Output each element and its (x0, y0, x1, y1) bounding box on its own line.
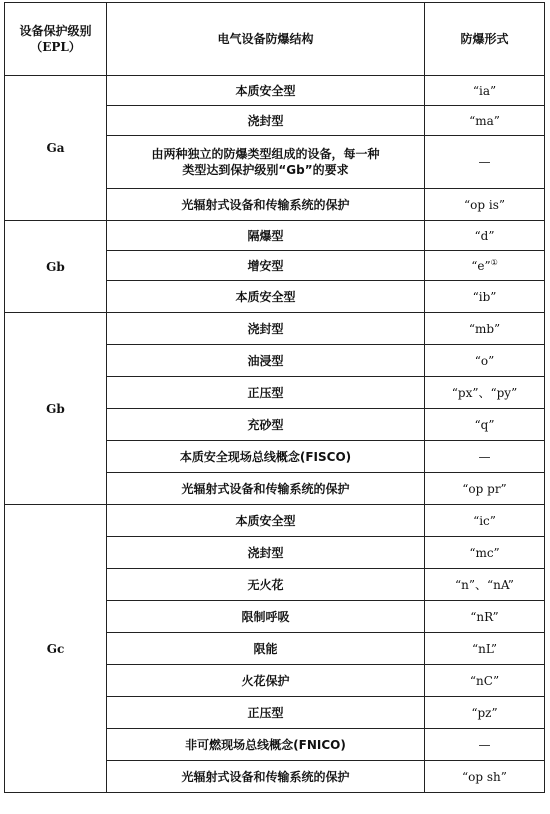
structure-cell: 浇封型 (107, 313, 425, 345)
structure-cell: 本质安全型 (107, 76, 425, 106)
table-row (5, 76, 545, 106)
header-epl-line2: （EPL） (30, 40, 81, 54)
form-cell: “d” (425, 221, 545, 251)
structure-cell: 光辐射式设备和传输系统的保护 (107, 189, 425, 221)
form-cell: “nC” (425, 665, 545, 697)
table-row (5, 221, 545, 251)
structure-cell: 增安型 (107, 251, 425, 281)
structure-cell: 油浸型 (107, 345, 425, 377)
form-cell: — (425, 441, 545, 473)
header-form: 防爆形式 (425, 3, 545, 76)
form-cell (425, 251, 545, 281)
form-cell: “op pr” (425, 473, 545, 505)
form-cell: “mb” (425, 313, 545, 345)
footnote-marker: ① (490, 257, 498, 267)
structure-cell: 本质安全型 (107, 281, 425, 313)
form-cell: — (425, 136, 545, 189)
structure-cell: 本质安全型 (107, 505, 425, 537)
structure-cell: 浇封型 (107, 106, 425, 136)
epl-cell: Gb (5, 313, 107, 505)
form-cell: “nL” (425, 633, 545, 665)
header-epl (5, 3, 107, 76)
structure-cell: 隔爆型 (107, 221, 425, 251)
form-cell: — (425, 729, 545, 761)
epl-protection-table (4, 2, 545, 793)
form-cell: “px”、“py” (425, 377, 545, 409)
header-epl-line1: 设备保护级别 (19, 24, 92, 38)
form-cell: “op sh” (425, 761, 545, 793)
structure-line1: 由两种独立的防爆类型组成的设备，每一种 (151, 147, 380, 161)
structure-cell: 充砂型 (107, 409, 425, 441)
form-cell: “ma” (425, 106, 545, 136)
form-cell: “ic” (425, 505, 545, 537)
form-value: “e” (471, 258, 491, 273)
structure-cell: 光辐射式设备和传输系统的保护 (107, 473, 425, 505)
structure-cell: 浇封型 (107, 537, 425, 569)
structure-cell: 限制呼吸 (107, 601, 425, 633)
form-cell: “ib” (425, 281, 545, 313)
structure-cell: 火花保护 (107, 665, 425, 697)
form-cell: “mc” (425, 537, 545, 569)
structure-cell: 非可燃现场总线概念(FNICO) (107, 729, 425, 761)
table-row (5, 313, 545, 345)
epl-cell: Ga (5, 76, 107, 221)
structure-line2: 类型达到保护级别“Gb”的要求 (182, 163, 349, 177)
structure-cell: 正压型 (107, 697, 425, 729)
epl-cell: Gb (5, 221, 107, 313)
form-cell: “q” (425, 409, 545, 441)
structure-cell: 无火花 (107, 569, 425, 601)
structure-cell: 光辐射式设备和传输系统的保护 (107, 761, 425, 793)
form-cell: “o” (425, 345, 545, 377)
form-cell: “op is” (425, 189, 545, 221)
form-cell: “pz” (425, 697, 545, 729)
epl-cell: Gc (5, 505, 107, 793)
structure-cell (107, 136, 425, 189)
structure-cell: 本质安全现场总线概念(FISCO) (107, 441, 425, 473)
structure-cell: 限能 (107, 633, 425, 665)
header-structure: 电气设备防爆结构 (107, 3, 425, 76)
form-cell: “nR” (425, 601, 545, 633)
table-row (5, 505, 545, 537)
form-cell: “ia” (425, 76, 545, 106)
form-cell: “n”、“nA” (425, 569, 545, 601)
structure-cell: 正压型 (107, 377, 425, 409)
table-header-row (5, 3, 545, 76)
